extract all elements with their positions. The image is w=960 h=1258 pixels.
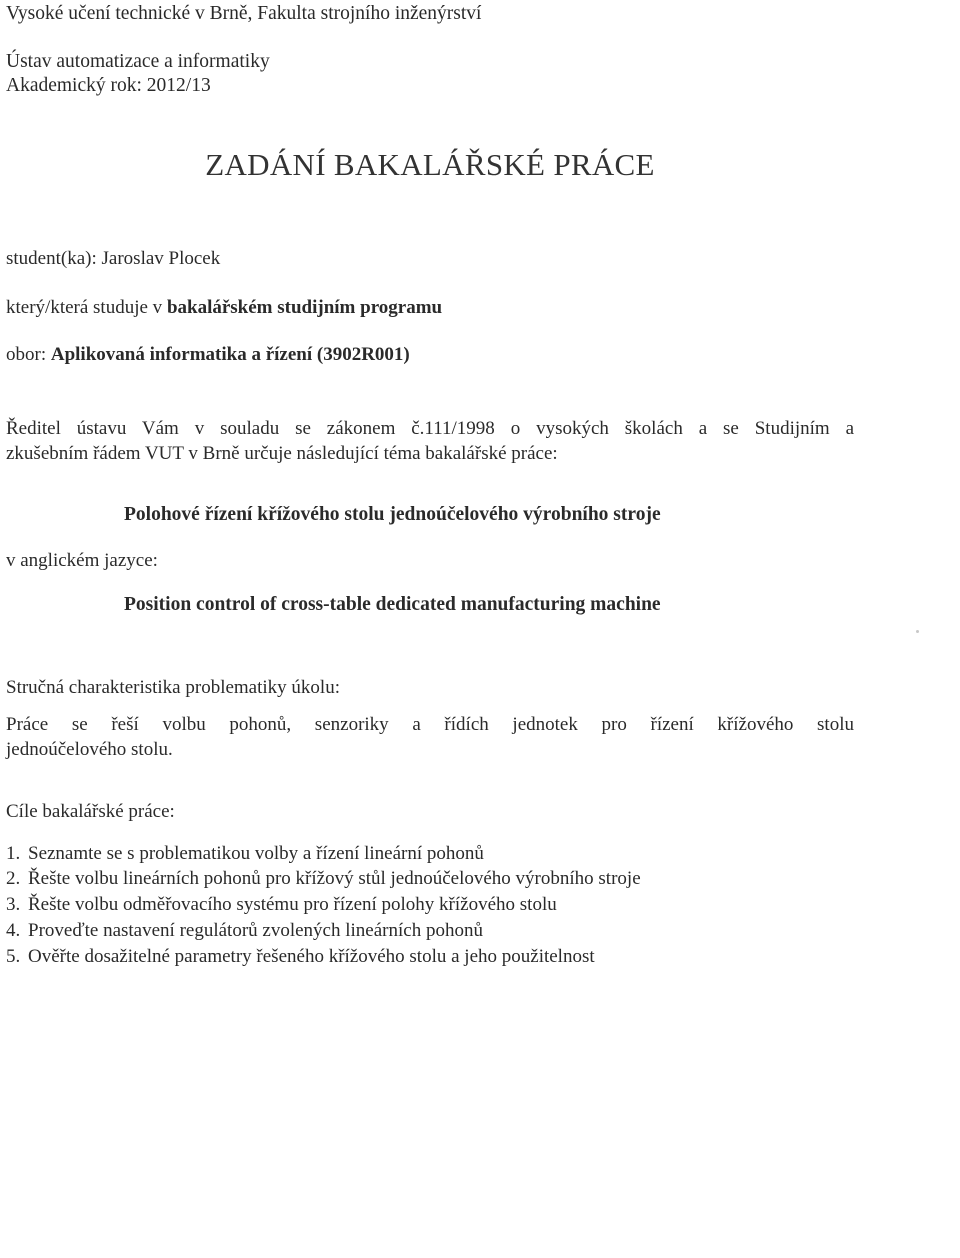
student-name: Jaroslav Plocek (101, 248, 221, 269)
goal-item (6, 920, 483, 943)
intro-line-2: zkušebním řádem VUT v Brně určuje následující téma bakalářské práce: (6, 443, 558, 464)
goal-text: Řešte volbu odměřovacího systému pro řízení polohy křížového stolu (28, 894, 557, 915)
goal-number: 5. (6, 946, 21, 967)
field-name: Aplikovaná informatika a řízení (50, 344, 313, 365)
characteristics-heading: Stručná charakteristika problematiky úkolu: (6, 677, 340, 698)
program-prefix: který/která studuje v (6, 297, 163, 318)
academic-year: Akademický rok: 2012/13 (6, 75, 211, 96)
field-label: obor: (6, 344, 47, 365)
goal-item (6, 894, 557, 917)
student-label: student(ka): (6, 248, 97, 269)
student-line (6, 248, 220, 271)
goal-number: 1. (6, 843, 21, 864)
scan-speck (916, 630, 919, 633)
intro-line-1: Ředitel ústavu Vám v souladu se zákonem č.111/1998 o vysokých školách a se Studijním a (6, 418, 854, 439)
english-label: v anglickém jazyce: (6, 550, 158, 571)
goal-text: Řešte volbu lineárních pohonů pro křížový stůl jednoúčelového výrobního stroje (28, 868, 641, 889)
page-title: ZADÁNÍ BAKALÁŘSKÉ PRÁCE (205, 147, 655, 182)
characteristics-line-1: Práce se řeší volbu pohonů, senzoriky a řídích jednotek pro řízení křížového stolu (6, 714, 854, 735)
goal-item (6, 843, 484, 866)
characteristics-line-2: jednoúčelového stolu. (6, 739, 173, 760)
goal-number: 4. (6, 920, 21, 941)
topic-czech: Polohové řízení křížového stolu jednoúčelového výrobního stroje (124, 504, 661, 525)
university-faculty-line: Vysoké učení technické v Brně, Fakulta strojního inženýrství (6, 3, 482, 24)
goal-text: Ověřte dosažitelné parametry řešeného křížového stolu a jeho použitelnost (28, 946, 595, 967)
goal-item (6, 868, 641, 891)
program-name: bakalářském studijním programu (166, 297, 443, 318)
institute-name: Ústav automatizace a informatiky (6, 51, 270, 72)
topic-english: Position control of cross-table dedicated manufacturing machine (124, 594, 661, 615)
goal-text: Proveďte nastavení regulátorů zvolených lineárních pohonů (28, 920, 483, 941)
goal-text: Seznamte se s problematikou volby a řízení lineární pohonů (28, 843, 484, 864)
goal-number: 2. (6, 868, 21, 889)
goals-heading: Cíle bakalářské práce: (6, 801, 175, 822)
goal-item (6, 946, 595, 969)
field-line (6, 344, 410, 367)
program-line (6, 297, 442, 320)
field-code: (3902R001) (316, 344, 410, 365)
goal-number: 3. (6, 894, 21, 915)
